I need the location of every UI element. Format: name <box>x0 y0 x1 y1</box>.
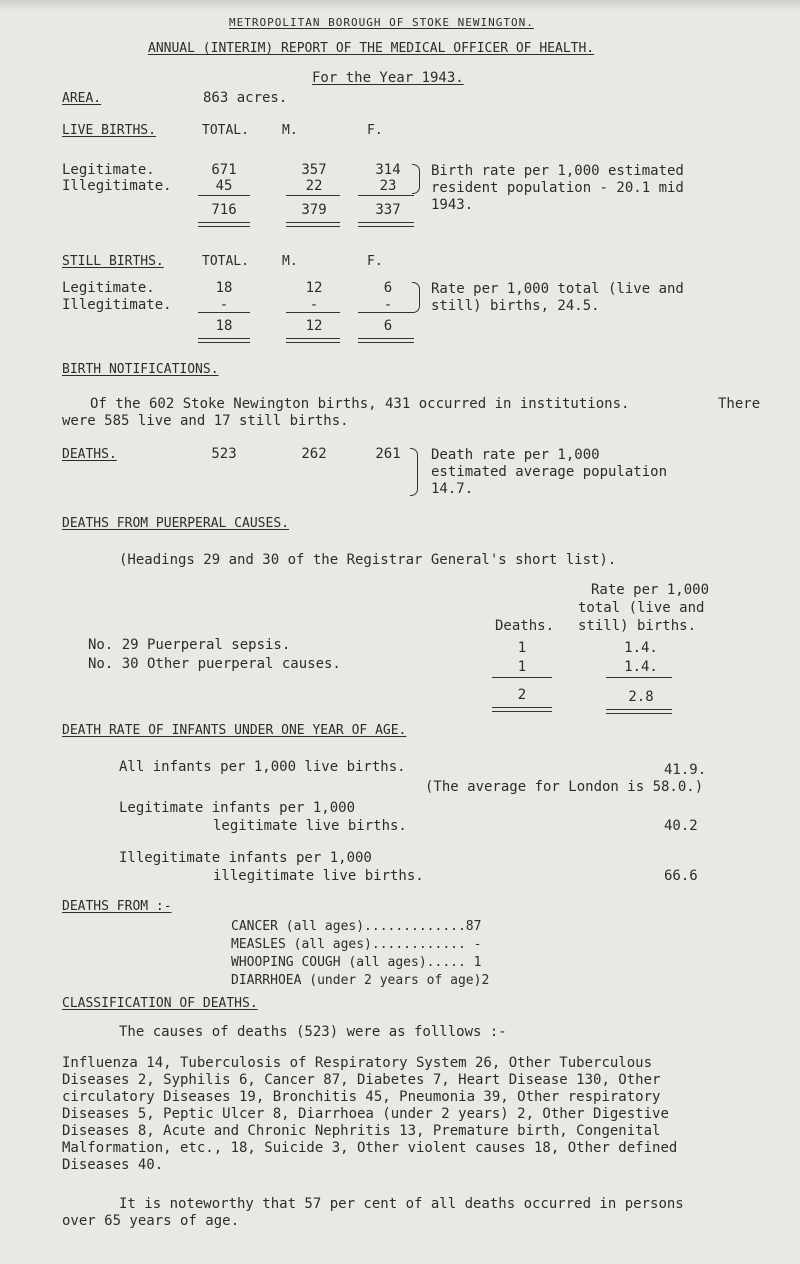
live-births-col-total: TOTAL. <box>202 123 249 138</box>
infant-london-note: (The average for London is 58.0.) <box>425 779 704 795</box>
page-edge <box>0 0 800 10</box>
deaths-from-diarrhoea: DIARRHOEA (under 2 years of age)2 <box>231 973 490 988</box>
deaths-from-cancer: CANCER (all ages).............87 <box>231 919 482 934</box>
deaths-total: 523 <box>211 446 237 462</box>
puerperal-row-1-deaths: 1 <box>517 640 527 656</box>
report-title: ANNUAL (INTERIM) REPORT OF THE MEDICAL OFFICER OF HEALTH. <box>148 41 595 56</box>
classification-line-1: Influenza 14, Tuberculosis of Respiratory System 26, Other Tuberculous <box>62 1055 653 1071</box>
puerperal-subtitle: (Headings 29 and 30 of the Registrar General's short list). <box>119 552 617 568</box>
double-rule <box>358 338 414 343</box>
infant-all-label: All infants per 1,000 live births. <box>119 759 406 775</box>
still-legit-m: 12 <box>305 280 323 296</box>
rule <box>606 677 672 678</box>
puerperal-total-rate: 2.8 <box>628 689 654 705</box>
still-total-m: 12 <box>305 318 323 334</box>
still-legit-f: 6 <box>383 280 393 296</box>
infant-legit-label-1: Legitimate infants per 1,000 <box>119 800 356 816</box>
still-illegit-total: - <box>219 297 229 313</box>
still-illegit-f: - <box>383 297 393 313</box>
live-illegit-total: 45 <box>215 178 233 194</box>
deaths-from-measles: MEASLES (all ages)............ - <box>231 937 482 952</box>
live-legit-f: 314 <box>375 162 401 178</box>
infant-illegit-value: 66.6 <box>664 868 698 884</box>
live-total-total: 716 <box>211 202 237 218</box>
puerperal-row-2-label: No. 30 Other puerperal causes. <box>88 656 341 672</box>
year-line: For the Year 1943. <box>312 70 464 86</box>
birth-notifications-text-2: There <box>718 396 761 412</box>
puerperal-row-2-deaths: 1 <box>517 659 527 675</box>
birth-rate-note-2: resident population - 20.1 mid <box>431 180 684 196</box>
still-rate-note-1: Rate per 1,000 total (live and <box>431 281 684 297</box>
death-rate-note-1: Death rate per 1,000 <box>431 447 600 463</box>
puerperal-deaths-header: Deaths. <box>495 618 555 634</box>
classification-line-6: Malformation, etc., 18, Suicide 3, Other violent causes 18, Other defined <box>62 1140 678 1156</box>
rule <box>198 312 250 313</box>
puerperal-row-2-rate: 1.4. <box>624 659 658 675</box>
infant-legit-value: 40.2 <box>664 818 698 834</box>
live-total-f: 337 <box>375 202 401 218</box>
classification-line-3: circulatory Diseases 19, Bronchitis 45, Pneumonia 39, Other respiratory <box>62 1089 661 1105</box>
puerperal-row-1-rate: 1.4. <box>624 640 658 656</box>
classification-closing-1: It is noteworthy that 57 per cent of all deaths occurred in persons <box>119 1196 684 1212</box>
birth-rate-note-1: Birth rate per 1,000 estimated <box>431 163 684 179</box>
still-births-col-f: F. <box>367 254 383 269</box>
still-births-col-total: TOTAL. <box>202 254 249 269</box>
live-total-m: 379 <box>301 202 327 218</box>
infant-legit-label-2: legitimate live births. <box>213 818 407 834</box>
live-births-col-m: M. <box>282 123 298 138</box>
classification-line-2: Diseases 2, Syphilis 6, Cancer 87, Diabetes 7, Heart Disease 130, Other <box>62 1072 661 1088</box>
double-rule <box>198 338 250 343</box>
live-legit-m: 357 <box>301 162 327 178</box>
death-rate-note-3: 14.7. <box>431 481 474 497</box>
rule <box>358 195 414 196</box>
classification-line-4: Diseases 5, Peptic Ulcer 8, Diarrhoea (under 2 years) 2, Other Digestive <box>62 1106 669 1122</box>
live-illegit-label: Illegitimate. <box>62 178 172 194</box>
infant-all-value: 41.9. <box>664 762 707 778</box>
live-legit-label: Legitimate. <box>62 162 155 178</box>
puerperal-rate-header-3: still) births. <box>578 618 697 634</box>
live-births-col-f: F. <box>367 123 383 138</box>
double-rule <box>492 707 552 712</box>
rule <box>492 677 552 678</box>
still-births-col-m: M. <box>282 254 298 269</box>
rule <box>286 195 340 196</box>
deaths-f: 261 <box>375 446 401 462</box>
still-total-total: 18 <box>215 318 233 334</box>
still-illegit-m: - <box>309 297 319 313</box>
still-births-label: STILL BIRTHS. <box>62 254 164 269</box>
rule <box>358 312 414 313</box>
birth-notifications-text-3: were 585 live and 17 still births. <box>62 413 349 429</box>
brace <box>412 164 420 194</box>
puerperal-rate-header-1: Rate per 1,000 <box>591 582 710 598</box>
still-rate-note-2: still) births, 24.5. <box>431 298 600 314</box>
classification-closing-2: over 65 years of age. <box>62 1213 240 1229</box>
still-legit-label: Legitimate. <box>62 280 155 296</box>
classification-line-5: Diseases 8, Acute and Chronic Nephritis 13, Premature birth, Congenital <box>62 1123 661 1139</box>
birth-rate-note-3: 1943. <box>431 197 474 213</box>
brace <box>412 282 420 313</box>
still-total-f: 6 <box>383 318 393 334</box>
death-rate-note-2: estimated average population <box>431 464 668 480</box>
live-illegit-m: 22 <box>305 178 323 194</box>
double-rule <box>198 222 250 227</box>
deaths-label: DEATHS. <box>62 447 117 462</box>
classification-line-7: Diseases 40. <box>62 1157 164 1173</box>
infant-mortality-label: DEATH RATE OF INFANTS UNDER ONE YEAR OF AGE. <box>62 723 407 738</box>
brace <box>410 448 418 496</box>
puerperal-total-deaths: 2 <box>517 687 527 703</box>
double-rule <box>286 338 340 343</box>
puerperal-row-1-label: No. 29 Puerperal sepsis. <box>88 637 291 653</box>
live-illegit-f: 23 <box>379 178 397 194</box>
double-rule <box>286 222 340 227</box>
borough-heading: METROPOLITAN BOROUGH OF STOKE NEWINGTON. <box>229 16 534 29</box>
birth-notifications-label: BIRTH NOTIFICATIONS. <box>62 362 219 377</box>
birth-notifications-text-1: Of the 602 Stoke Newington births, 431 occurred in institutions. <box>90 396 630 412</box>
still-illegit-label: Illegitimate. <box>62 297 172 313</box>
rule <box>286 312 340 313</box>
deaths-m: 262 <box>301 446 327 462</box>
puerperal-rate-header-2: total (live and <box>578 600 705 616</box>
infant-illegit-label-1: Illegitimate infants per 1,000 <box>119 850 372 866</box>
classification-intro: The causes of deaths (523) were as folllows :- <box>119 1024 507 1040</box>
double-rule <box>358 222 414 227</box>
area-value: 863 acres. <box>203 90 288 106</box>
live-births-label: LIVE BIRTHS. <box>62 123 156 138</box>
area-label: AREA. <box>62 91 102 106</box>
rule <box>198 195 250 196</box>
still-legit-total: 18 <box>215 280 233 296</box>
infant-illegit-label-2: illegitimate live births. <box>213 868 424 884</box>
puerperal-label: DEATHS FROM PUERPERAL CAUSES. <box>62 516 289 531</box>
live-legit-total: 671 <box>211 162 237 178</box>
classification-label: CLASSIFICATION OF DEATHS. <box>62 996 258 1011</box>
double-rule <box>606 709 672 714</box>
deaths-from-label: DEATHS FROM :- <box>62 899 172 914</box>
deaths-from-whooping-cough: WHOOPING COUGH (all ages)..... 1 <box>231 955 482 970</box>
